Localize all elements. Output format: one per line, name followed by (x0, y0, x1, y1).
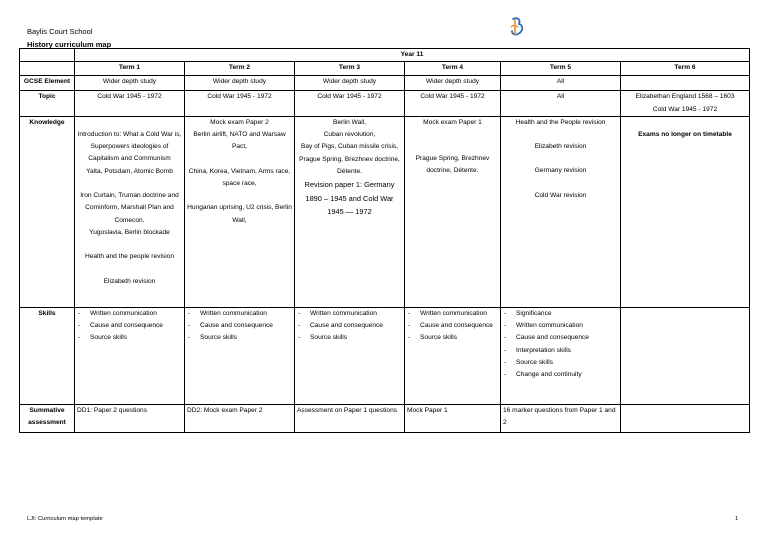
term-header-blank (20, 62, 75, 76)
knowledge-t5-germany: Germany revision (534, 167, 587, 175)
topic-t2: Cold War 1945 - 1972 (185, 91, 295, 117)
skill-item: - Source skills (407, 332, 498, 344)
skills-row (20, 307, 750, 404)
topic-t5: All (501, 91, 621, 117)
knowledge-t5 (501, 116, 621, 307)
skills-t2 (185, 307, 295, 404)
gcse-element-t6 (621, 76, 750, 91)
knowledge-t5-elizabeth: Elizabeth revision (534, 143, 587, 151)
knowledge-t2 (185, 116, 295, 307)
skill-item: - Written communication (187, 308, 292, 320)
topic-t4: Cold War 1945 - 1972 (405, 91, 501, 117)
summative-t1: DD1: Paper 2 questions (75, 404, 185, 432)
page-number: 1 (735, 516, 739, 522)
footer-template-name: LJI: Curriculum map template (27, 516, 103, 522)
topic-t6-cold-war: Cold War 1945 - 1972 (652, 105, 718, 113)
skill-item: - Source skills (187, 332, 292, 344)
skill-item: - Cause and consequence (297, 320, 402, 332)
skills-t3 (295, 307, 405, 404)
summative-row (20, 404, 750, 432)
skill-item: - Cause and consequence (407, 320, 498, 332)
topic-label: Topic (20, 91, 75, 117)
skill-item: - Written communication (297, 308, 402, 320)
knowledge-t5-cold-war: Cold War revision (534, 191, 587, 199)
term-header-row (20, 62, 750, 76)
knowledge-t1-yugoslavia: Yugoslavia, Berlin blockade (89, 228, 170, 236)
knowledge-label: Knowledge (20, 116, 75, 307)
skills-t4 (405, 307, 501, 404)
knowledge-t2-china: China, Korea, Vietnam, Arms race, space race, (188, 167, 291, 188)
knowledge-t3-revision: Revision paper 1: Germany 1890 – 1945 and Cold War 1945 — 1972 (304, 180, 395, 216)
gcse-element-t2: Wider depth study (185, 76, 295, 91)
knowledge-t3-bay-of-pigs: Bay of Pigs, Cuban missile crisis, (300, 143, 399, 151)
knowledge-t3-berlin-wall: Berlin Wall, (332, 118, 367, 126)
school-logo-icon (506, 16, 528, 38)
knowledge-t3-cuban-revolution: Cuban revolution, (323, 131, 376, 139)
skill-item: - Interpretation skills (503, 345, 618, 357)
knowledge-t2-hungary: Hungarian uprising, U2 crisis, Berlin Wall, (187, 204, 292, 224)
year-row (20, 49, 750, 62)
gcse-element-row (20, 76, 750, 91)
term-1-heading: Term 1 (75, 62, 185, 76)
knowledge-t6-note: Exams no longer on timetable (638, 130, 732, 138)
gcse-element-t3: Wider depth study (295, 76, 405, 91)
summative-t4: Mock Paper 1 (405, 404, 501, 432)
skill-item: - Source skills (77, 332, 182, 344)
summative-label: Summative assessment (20, 404, 75, 432)
topic-t3: Cold War 1945 - 1972 (295, 91, 405, 117)
knowledge-t1-conferences: Yalta, Potsdam, Atomic Bomb (86, 167, 173, 175)
year-heading: Year 11 (75, 49, 750, 62)
school-name: Baylis Court School (27, 27, 93, 36)
document-title: History curriculum map (27, 40, 112, 49)
skills-t1 (75, 307, 185, 404)
knowledge-t2-mock: Mock exam Paper 2 (210, 118, 269, 126)
knowledge-t1-elizabeth: Elizabeth revision (103, 277, 156, 285)
skill-item: - Change and continuity (503, 369, 618, 381)
term-3-heading: Term 3 (295, 62, 405, 76)
term-4-heading: Term 4 (405, 62, 501, 76)
skill-item: - Source skills (503, 357, 618, 369)
skill-item: - Cause and consequence (503, 332, 618, 344)
corner-cell (20, 49, 75, 62)
skills-t5 (501, 307, 621, 404)
gcse-element-t5: All (501, 76, 621, 91)
knowledge-t3 (295, 116, 405, 307)
knowledge-t6 (621, 116, 750, 307)
knowledge-t1-intro: Introduction to: What a Cold War is, Superpowers ideologies of Capitalism and Communism (77, 130, 182, 163)
skill-item: - Written communication (503, 320, 618, 332)
skill-item: - Cause and consequence (77, 320, 182, 332)
gcse-element-label: GCSE Element (20, 76, 75, 91)
curriculum-table (19, 48, 750, 433)
knowledge-t5-health: Health and the People revision (515, 118, 606, 126)
knowledge-t2-airlift: Berlin airlift, NATO and Warsaw Pact, (193, 131, 286, 151)
knowledge-t1 (75, 116, 185, 307)
gcse-element-t4: Wider depth study (405, 76, 501, 91)
summative-t6 (621, 404, 750, 432)
knowledge-row (20, 116, 750, 307)
knowledge-t3-prague: Prague Spring, Brezhnev doctrine, Détente. (299, 155, 400, 176)
term-6-heading: Term 6 (621, 62, 750, 76)
knowledge-t4-prague: Prague Spring, Brezhnev doctrine, Détente. (415, 155, 490, 175)
topic-t6-elizabethan: Elizabethan England 1568 – 1603 (635, 93, 735, 101)
topic-row (20, 91, 750, 117)
skill-item: - Source skills (297, 332, 402, 344)
skill-item: - Significance (503, 308, 618, 320)
skills-t6 (621, 307, 750, 404)
skill-item: - Written communication (407, 308, 498, 320)
topic-t6 (621, 91, 750, 117)
knowledge-t4-mock: Mock exam Paper 1 (423, 118, 482, 126)
summative-t5: 16 marker questions from Paper 1 and 2 (501, 404, 621, 432)
term-5-heading: Term 5 (501, 62, 621, 76)
skills-label: Skills (20, 307, 75, 404)
topic-t1: Cold War 1945 - 1972 (75, 91, 185, 117)
skill-item: - Written communication (77, 308, 182, 320)
skill-item: - Cause and consequence (187, 320, 292, 332)
gcse-element-t1: Wider depth study (75, 76, 185, 91)
term-2-heading: Term 2 (185, 62, 295, 76)
summative-t2: DD2: Mock exam Paper 2 (185, 404, 295, 432)
knowledge-t1-health: Health and the people revision (84, 253, 175, 261)
knowledge-t1-iron-curtain: Iron Curtain, Truman doctrine and Cominform, Marshall Plan and Comecon. (80, 192, 179, 224)
knowledge-t4 (405, 116, 501, 307)
summative-t3: Assessment on Paper 1 questions (295, 404, 405, 432)
